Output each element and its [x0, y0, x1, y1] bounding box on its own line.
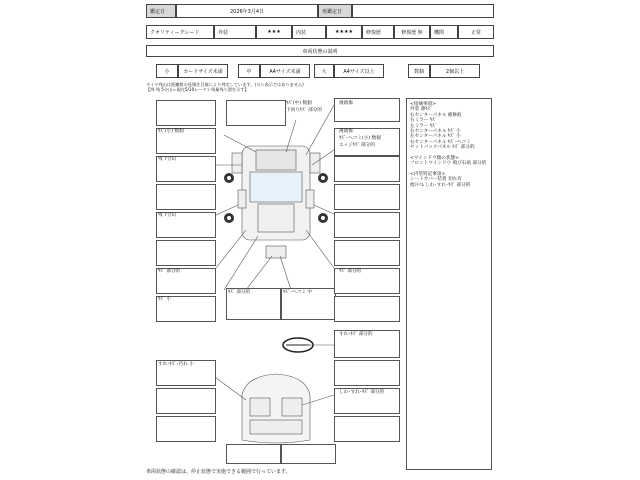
inspection-date-value: 2026年3月4日 [176, 4, 318, 18]
callout: 薄錆傷 [339, 101, 353, 106]
legend-medium-desc: A4サイズ未満 [260, 64, 310, 78]
legend-small-desc: カードサイズ未満 [178, 64, 228, 78]
damage-box [226, 100, 286, 126]
callout: 残 7分山 [158, 213, 177, 218]
quality-grade-label: クオリティーグレード [146, 25, 214, 39]
callout: ｷｽﾞ(中) 数個 [286, 101, 312, 106]
damage-box [226, 444, 281, 464]
note-line: 右センターパネル ｷｽﾞ･ヘコミ [410, 139, 471, 145]
legend-large: 大 [314, 64, 334, 78]
repair-history-label: 修復歴 [362, 25, 394, 39]
notes-panel [406, 98, 492, 470]
callout: ｷｽﾞ 小 [158, 297, 171, 302]
notes-list [410, 102, 486, 188]
section-title: 車両状態の説明 [146, 45, 494, 57]
callout: ｷｽﾞ 部分的 [339, 269, 362, 274]
note-line: 左センターパネル ｷｽﾞ 小 [410, 134, 461, 140]
note-line: <指摘事項> [410, 102, 437, 107]
damage-box [156, 100, 216, 126]
damage-box [334, 184, 400, 210]
tire-note-1: タイヤ残山は距離数の見積を目視により判定しています。(与り表示ではありません) [146, 82, 304, 87]
inspection-date-label: 鑑定日 [146, 4, 176, 18]
damage-box [334, 156, 400, 182]
callout: 残 7分山 [158, 157, 177, 162]
damage-box [156, 240, 216, 266]
legend-count-desc: 2個以上 [430, 64, 480, 78]
callout: ｷｽﾞ･ヘコミ 中 [283, 290, 313, 295]
exterior-label: 外装 [214, 25, 256, 39]
callout: すれ･ｷｽﾞ 部分的 [339, 332, 373, 337]
note-line: <内装特記事項> [410, 172, 446, 178]
callout: ｷｽﾞ 部分的 [228, 290, 251, 295]
damage-box [334, 360, 400, 386]
legend-count: 数個 [408, 64, 430, 78]
repair-history-value: 修復歴 無 [394, 25, 430, 39]
meter-label: 機関 [430, 25, 458, 39]
callout: 薄錆傷 [339, 129, 353, 134]
damage-box [281, 444, 336, 464]
note-line: フロントウインドウ 飛び石痕 部分的 [410, 161, 487, 167]
damage-box [334, 296, 400, 322]
interior-value: ★★★★ [326, 25, 362, 39]
callout: ｷｽﾞ(小) 数個 [158, 129, 184, 134]
damage-box [156, 184, 216, 210]
meter-value: 正常 [458, 25, 494, 39]
note-line: <ウインドウ類の状態> [410, 155, 459, 161]
callout: しわ･すれ･ｷｽﾞ 部分的 [339, 390, 385, 395]
interior-label: 内装 [292, 25, 326, 39]
note-line: 他ｼﾄﾘﾑ しわ･すれ･ｷｽﾞ 部分的 [410, 182, 471, 188]
damage-box [334, 212, 400, 238]
footer-note: 車両状態の確認は、停止状態で実施できる範囲で行っています。 [146, 469, 291, 475]
legend-medium: 中 [238, 64, 260, 78]
callout: エッジｷｽﾞ 部分的 [339, 143, 375, 148]
tire-note-2: 【例 残 5分山＝現在5/10レーヤン残量残り滑を示す】 [146, 87, 249, 92]
reinspection-label: 再鑑定日 [318, 4, 352, 18]
callout: 下回りｷｽﾞ 部分的 [286, 108, 322, 113]
note-line: 外装 薄ｷｽﾞ [410, 107, 433, 113]
exterior-value: ★★★ [256, 25, 292, 39]
legend-small: 小 [156, 64, 178, 78]
callout: ｷｽﾞ･ヘコミ(小) 数個 [339, 136, 381, 141]
note-line: セットバックパネル ｷｽﾞ 部分的 [410, 145, 475, 151]
note-line: 右ミラー ｷｽﾞ [410, 118, 437, 124]
damage-box [334, 240, 400, 266]
note-line: 左ミラー ｷｽﾞ [410, 123, 437, 129]
callout: すれ･ｷｽﾞ･汚れ 小 [158, 362, 194, 367]
legend-large-desc: A4サイズ以上 [334, 64, 384, 78]
damage-box [334, 416, 400, 442]
callout: ｷｽﾞ 部分的 [158, 269, 181, 274]
note-line: シートカバー装着 切れ有 [410, 177, 462, 183]
inspection-sheet [146, 0, 494, 480]
damage-box [156, 416, 216, 442]
note-line: 右センターパネル 補修痕 [410, 112, 462, 118]
note-line: 右センターパネル ｷｽﾞ 小 [410, 128, 461, 134]
damage-box [156, 388, 216, 414]
